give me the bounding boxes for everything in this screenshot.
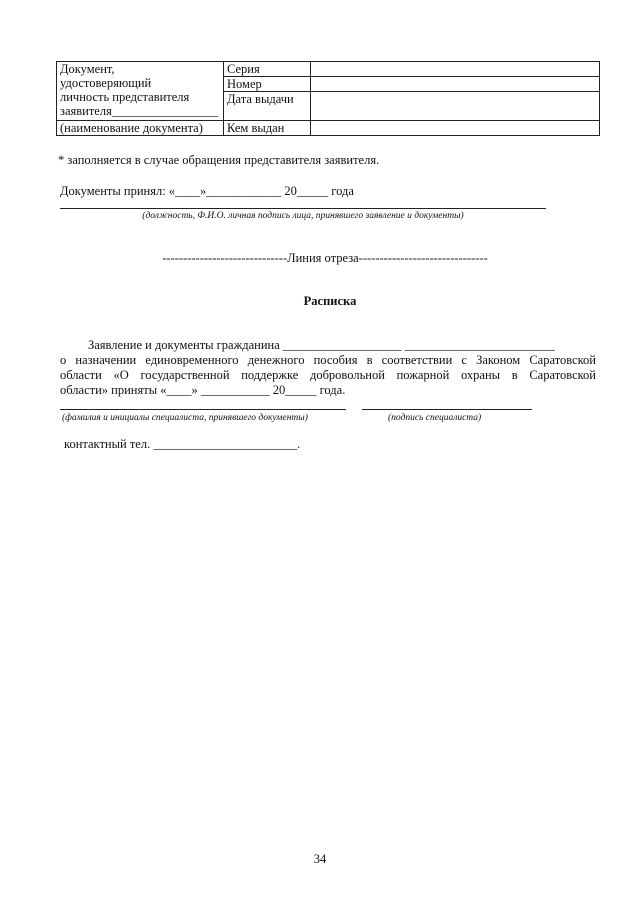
id-document-label <box>57 62 224 121</box>
receipt-line-3: области «О государственной поддержке добровольной пожарной охраны в Саратовской <box>60 368 596 382</box>
label-line: личность представителя <box>60 90 190 104</box>
cut-line: ------------------------------Линия отреза------------------------------- <box>162 251 488 265</box>
receipt-line-1: Заявление и документы гражданина ___________________ ________________________ <box>88 338 555 352</box>
specialist-name-line <box>60 409 346 410</box>
receipt-line-4: области» приняты «____» ___________ 20_____ года. <box>60 383 346 397</box>
accepted-caption: (должность, Ф.И.О. личная подпись лица, принявшего заявление и документы) <box>142 211 464 221</box>
contact-phone: контактный тел. _______________________. <box>64 437 301 451</box>
field-issue-date-label: Дата выдачи <box>224 92 311 121</box>
field-issue-date-value[interactable] <box>311 92 600 121</box>
accepted-signature-line <box>60 208 546 209</box>
page-number: 34 <box>313 852 327 866</box>
specialist-name-caption: (фамилия и инициалы специалиста, принявшего документы) <box>62 413 308 423</box>
field-number-value[interactable] <box>311 77 600 92</box>
receipt-line-2: о назначении единовременного денежного пособия в соответствии с Законом Саратовской <box>60 353 596 367</box>
label-line: удостоверяющий <box>60 76 152 90</box>
accepted-by-line: Документы принял: «____»____________ 20_____ года <box>60 184 354 198</box>
footnote: * заполняется в случае обращения представителя заявителя. <box>58 153 380 167</box>
receipt-title: Расписка <box>303 294 357 308</box>
field-series-value[interactable] <box>311 62 600 77</box>
id-document-table <box>56 61 600 136</box>
specialist-signature-line <box>362 409 532 410</box>
label-line: заявителя_________________ <box>60 104 219 118</box>
field-issued-by-label: Кем выдан <box>224 121 311 136</box>
field-series-label: Серия <box>224 62 311 77</box>
label-line: Документ, <box>60 62 115 76</box>
specialist-signature-caption: (подпись специалиста) <box>388 413 482 423</box>
field-number-label: Номер <box>224 77 311 92</box>
document-name-caption: (наименование документа) <box>57 121 224 136</box>
field-issued-by-value[interactable] <box>311 121 600 136</box>
